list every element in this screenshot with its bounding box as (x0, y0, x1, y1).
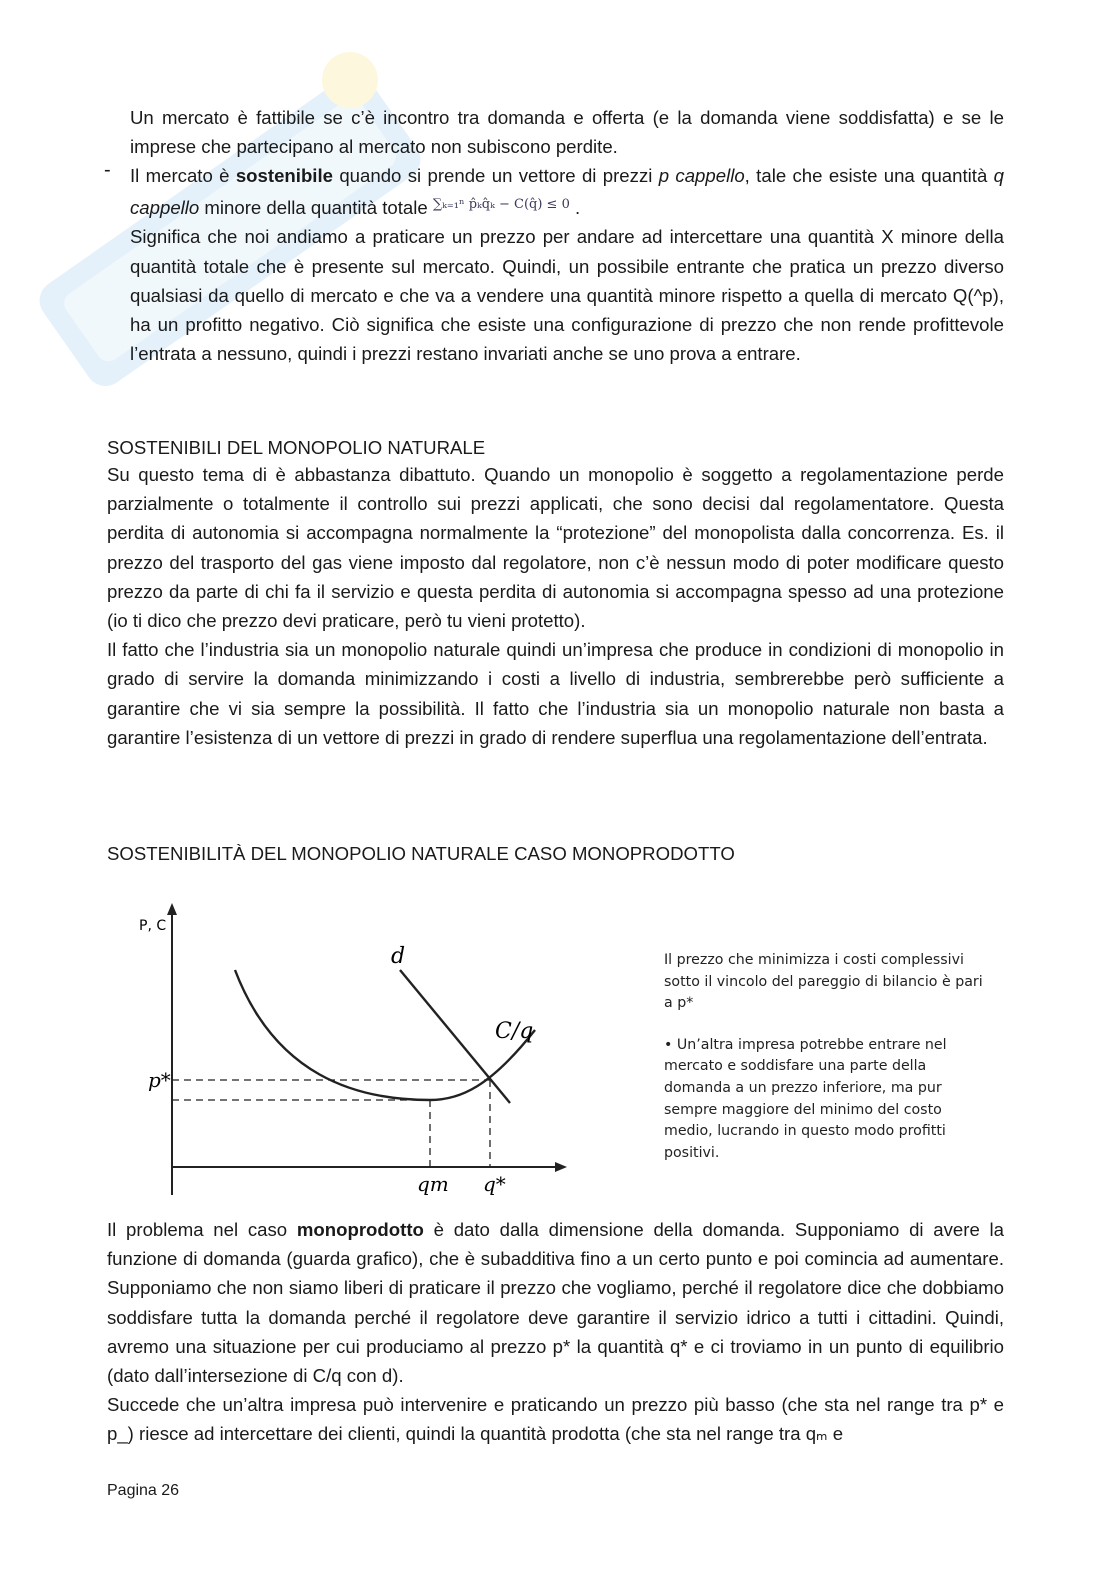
p2-text-2: quando si prende un vettore di prezzi (332, 165, 659, 186)
p2-text-4: minore della quantità totale (199, 197, 433, 219)
demand-line (400, 970, 510, 1103)
paragraph-feasible-market: Un mercato è fattibile se c’è incontro tra domanda e offerta (e la domanda viene soddisfatta) e se le imprese che partecipano al mercato non subiscono perdite. (130, 107, 1004, 158)
p5-text-2: è dato dalla dimensione della domanda. Supponiamo di avere la funzione di domanda (guarda grafico), che è subadditiva fino a un certo punto e poi comincia ad aumentare. Supponiamo che non siamo liberi di praticare il prezzo che vogliamo, perché il regolatore dice che dobbiamo soddisfare tutta la domanda perché il regolatore deve garantire il servizio idrico a tutti i cittadini. Quindi, avremo una situazione per cui produciamo al prezzo p* la quantità q* e ci troviamo in un punto di equilibrio (dato dall’intersezione di C/q con d). (107, 1219, 1004, 1387)
heading-monoprodotto: SOSTENIBILITÀ DEL MONOPOLIO NATURALE CASO MONOPRODOTTO (107, 843, 735, 864)
p2-bold-sostenibile: sostenibile (235, 165, 333, 186)
p5-bold-monoprodotto: monoprodotto (296, 1219, 424, 1240)
p2-text-1: Il mercato è (130, 165, 236, 186)
y-axis-arrow (167, 903, 177, 915)
p5-text-1: Il problema nel caso (107, 1219, 297, 1240)
p2-text-5: . (569, 197, 581, 219)
p5-continuation: Succede che un’altra impresa può intervenire e praticando un prezzo più basso (che sta nel range tra p* e p_) riesce ad intercettare dei clienti, quindi la quantità prodotta (che sta nel range tra qₘ e (107, 1394, 1004, 1445)
heading-sostenibili-monopolio: SOSTENIBILI DEL MONOPOLIO NATURALE (107, 437, 486, 458)
sustainability-formula: ∑ₖ₌₁ⁿ p̂ₖq̂ₖ − C(q̂) ≤ 0 (432, 197, 570, 213)
p2-text-3: , tale che esiste una quantità (744, 165, 994, 186)
p2-continuation: Significa che noi andiamo a praticare un prezzo per andare ad intercettare una quantità X minore della quantità totale che è presente sul mercato. Quindi, un possibile entrante che pratica un prezzo diverso qualsiasi da quello di mercato e che va a vendere una quantità minore rispetto a quella di mercato Q(^p), ha un profitto negativo. Ciò significa che esiste una configurazione di prezzo che non rende profittevole l’entrata a nessuno, quindi i prezzi restano invariati anche se uno prova a entrare. (130, 226, 1004, 365)
y-axis-label: P, C (139, 918, 167, 934)
figure-note-1: Il prezzo che minimizza i costi complessivi sotto il vincolo del pareggio di bilancio è pari a p* (664, 952, 983, 1012)
page-number: Pagina 26 (107, 1482, 180, 1499)
p-star-label: p* (148, 1068, 171, 1092)
cost-demand-figure (115, 895, 585, 1205)
cost-label: C/q (495, 1019, 534, 1044)
paragraph-sustainable-market (130, 161, 1004, 368)
paragraph-monoprodotto (107, 1215, 1004, 1449)
watermark-dot (322, 52, 378, 108)
figure-note (664, 950, 984, 1184)
q-star-label: q* (483, 1172, 506, 1196)
x-axis-arrow (555, 1162, 567, 1172)
p4-text: Il fatto che l’industria sia un monopolio naturale quindi un’impresa che produce in condizioni di monopolio in grado di servire la domanda minimizzando i costi a livello di industria, sembrerebbe però sufficiente a garantire che vi sia sempre la possibilità. Il fatto che l’industria sia un monopolio naturale non basta a garantire l’esistenza di un vettore di prezzi in grado di rendere superflua una regolamentazione dell’entrata. (107, 639, 1004, 748)
p3-text: Su questo tema di è abbastanza dibattuto. Quando un monopolio è soggetto a regolamentazione perde parzialmente o totalmente il controllo sui prezzi applicati, che sono decisi dal regolamentatore. Questa perdita di autonomia si accompagna normalmente la “protezione” del monopolista dalla concorrenza. Es. il prezzo del trasporto del gas viene imposto dal regolatore, non c’è nessun modo di poter modificare questo prezzo da parte di chi fa il servizio e questa perdita di autonomia si accompagna spesso ad una protezione (io ti dico che prezzo devi praticare, però tu vieni protetto). (107, 464, 1004, 632)
bullet-dash: - (104, 159, 111, 181)
figure-note-2: • Un’altra impresa potrebbe entrare nel mercato e soddisfare una parte della domanda a un prezzo inferiore, ma pur sempre maggiore del minimo del costo medio, lucrando in questo modo profitti positivi. (664, 1036, 947, 1161)
paragraph-regulation (107, 460, 1004, 752)
qm-label: qm (417, 1172, 449, 1196)
p2-italic-q-cappello: q cappello (130, 165, 1004, 219)
p2-italic-p-cappello: p cappello (658, 165, 745, 186)
demand-label: d (391, 944, 406, 969)
